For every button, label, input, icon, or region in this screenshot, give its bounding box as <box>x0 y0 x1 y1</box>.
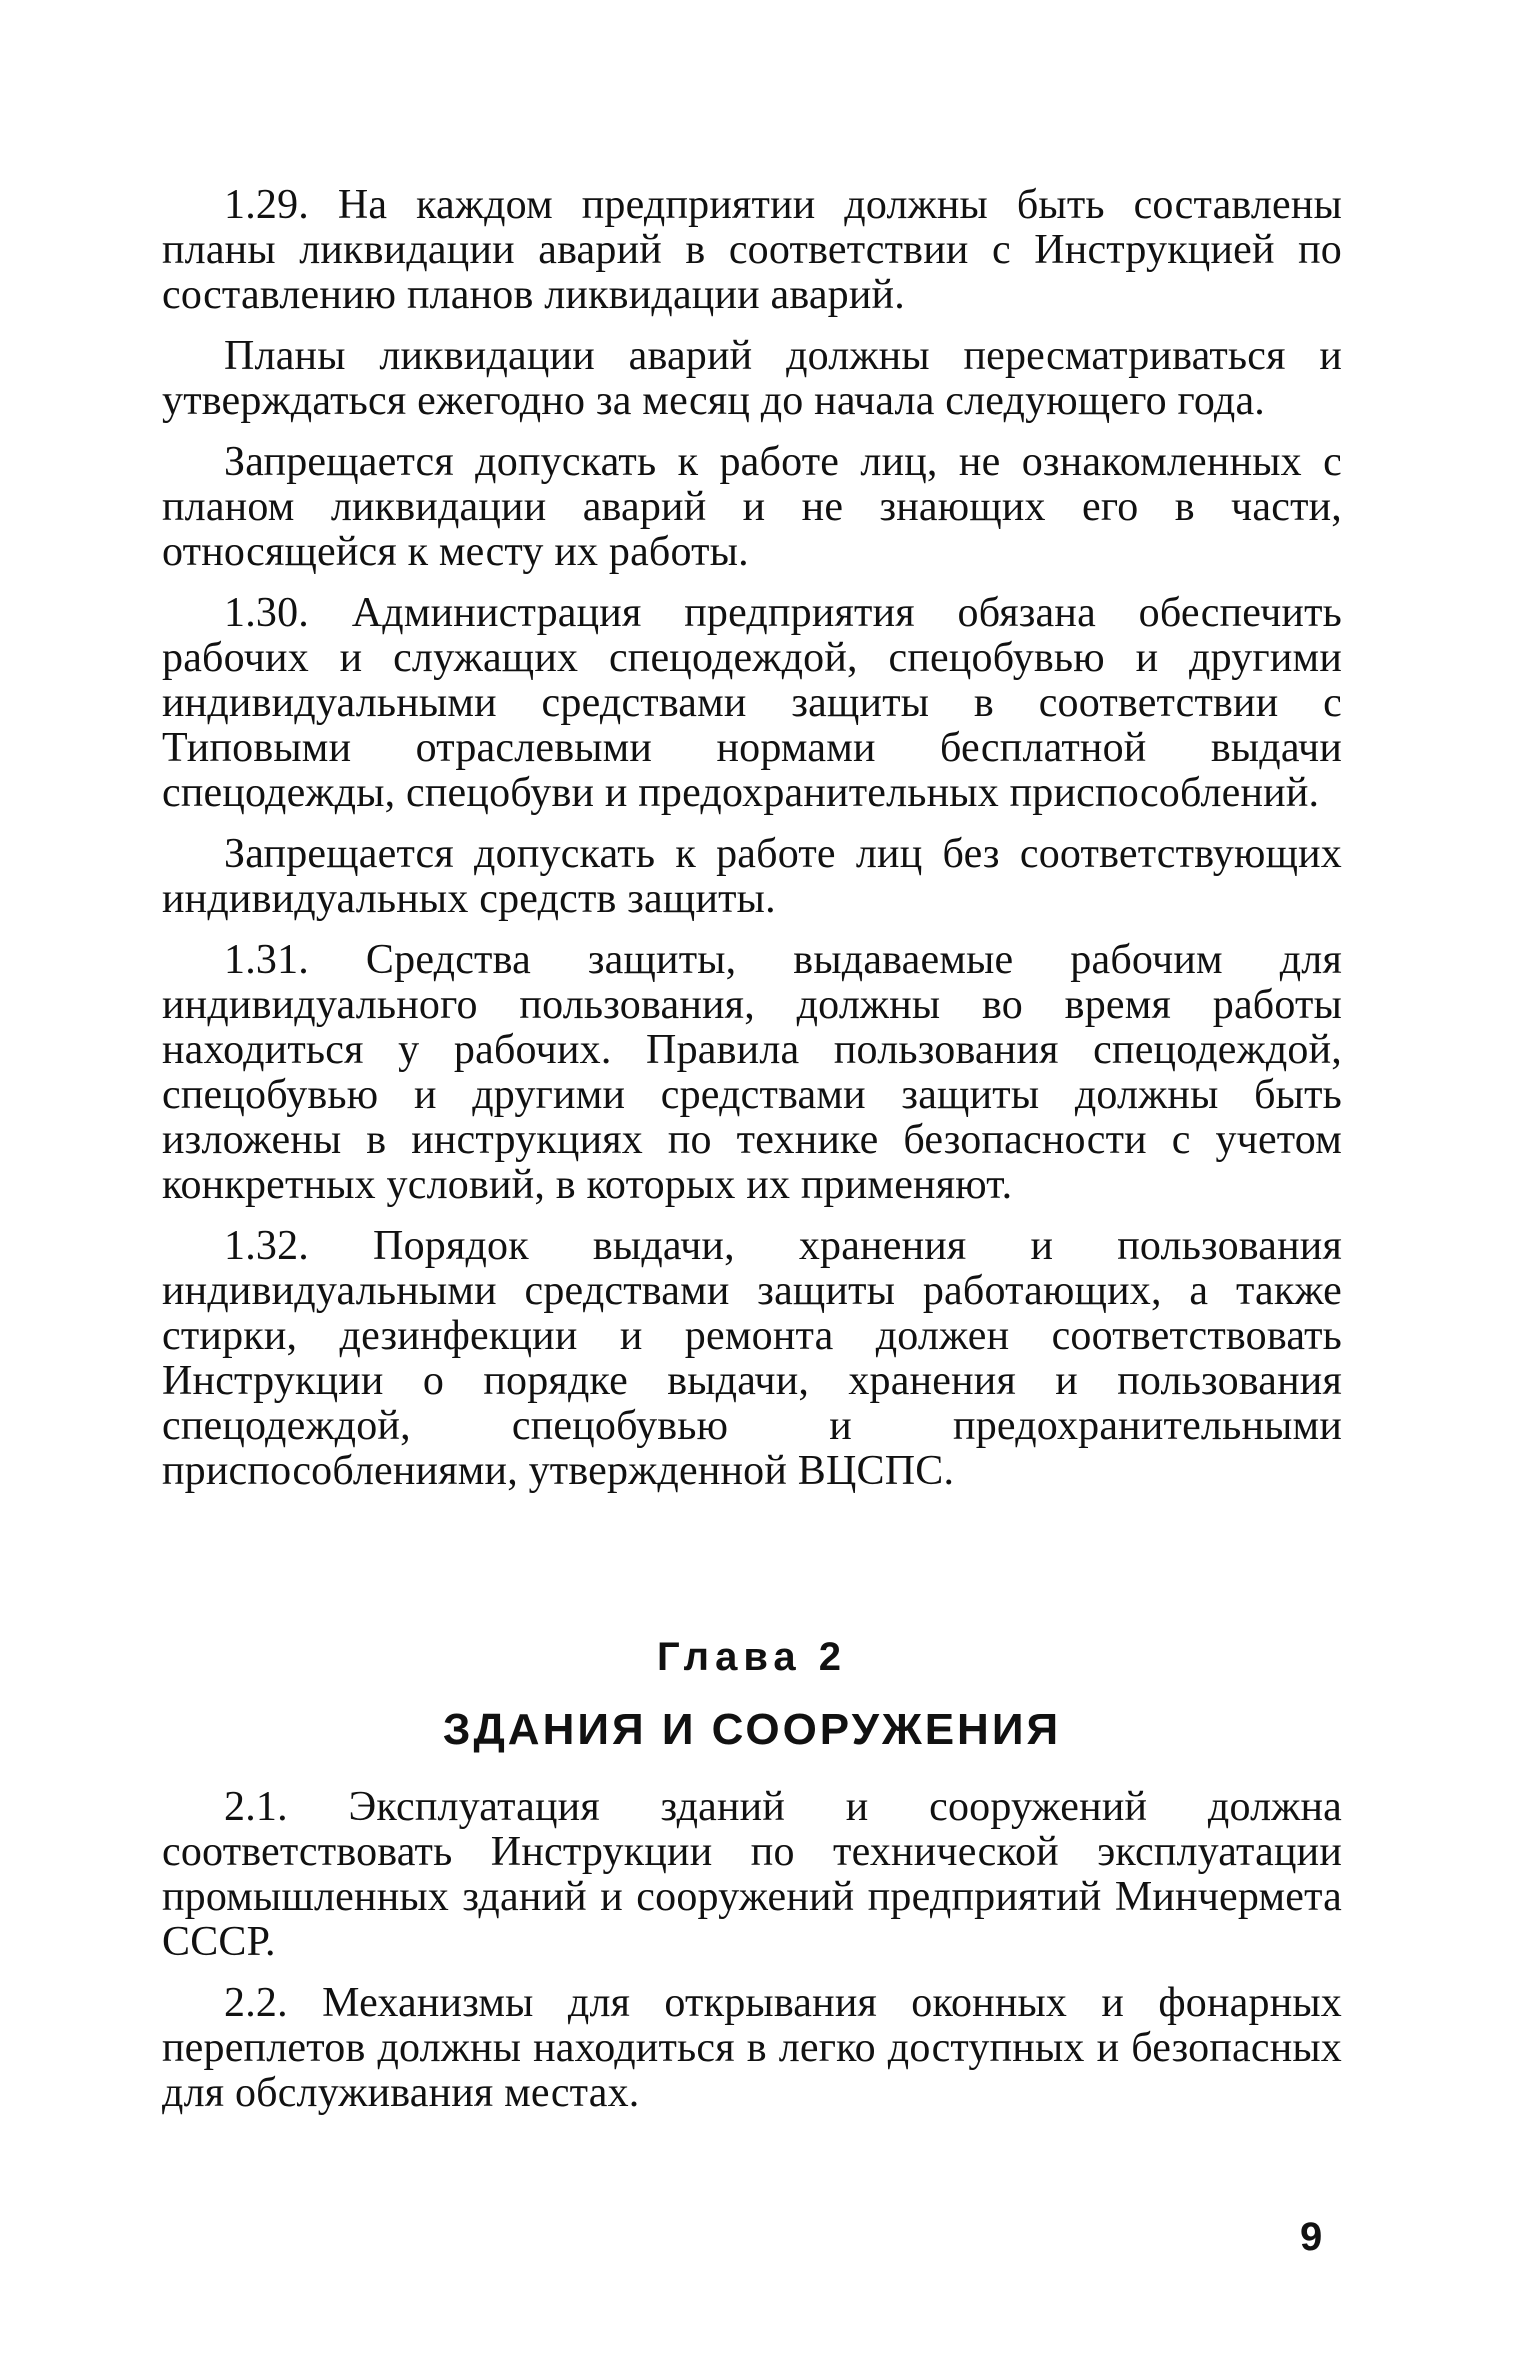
paragraph-2-2: 2.2. Механизмы для открывания оконных и фонарных переплетов должны находиться в легко доступных и безопасных для обслуживания местах. <box>162 1980 1342 2116</box>
section-2-body <box>162 1785 1342 2132</box>
page-number: 9 <box>1300 2215 1323 2259</box>
section-1-body <box>162 183 1342 1510</box>
paragraph-1-30: 1.30. Администрация предприятия обязана обеспечить рабочих и служащих спецодеждой, спецобувью и другими индивидуальными средствами защиты в соответствии с Типовыми отраслевыми нормами бесплатной выдачи спецодежды, спецобуви и предохранительных приспособлений. <box>162 590 1342 816</box>
paragraph-2-1: 2.1. Эксплуатация зданий и сооружений должна соответствовать Инструкции по технической эксплуатации промышленных зданий и сооружений предприятий Минчермета СССР. <box>162 1784 1342 1965</box>
paragraph-1-29: 1.29. На каждом предприятии должны быть составлены планы ликвидации аварий в соответствии с Инструкцией по составлению планов ликвидации аварий. <box>162 182 1342 318</box>
paragraph-plans-review: Планы ликвидации аварий должны пересматриваться и утверждаться ежегодно за месяц до начала следующего года. <box>162 333 1342 424</box>
paragraph-prohibition-plans: Запрещается допускать к работе лиц, не ознакомленных с планом ликвидации аварий и не знающих его в части, относящейся к месту их работы. <box>162 439 1342 575</box>
paragraph-1-31: 1.31. Средства защиты, выдаваемые рабочим для индивидуального пользования, должны во время работы находиться у рабочих. Правила пользования спецодеждой, спецобувью и другими средствами защиты должны быть изложены в инструкциях по технике безопасности с учетом конкретных условий, в которых их применяют. <box>162 937 1342 1208</box>
chapter-title: ЗДАНИЯ И СООРУЖЕНИЯ <box>442 1705 1062 1754</box>
paragraph-1-32: 1.32. Порядок выдачи, хранения и пользования индивидуальными средствами защиты работающих, а также стирки, дезинфекции и ремонта должен соответствовать Инструкции о порядке выдачи, хранения и пользования спецодеждой, спецобувью и предохранительными приспособлениями, утвержденной ВЦСПС. <box>162 1223 1342 1494</box>
paragraph-prohibition-protection: Запрещается допускать к работе лиц без соответствующих индивидуальных средств защиты. <box>162 831 1342 922</box>
chapter-label: Глава 2 <box>656 1635 847 1679</box>
